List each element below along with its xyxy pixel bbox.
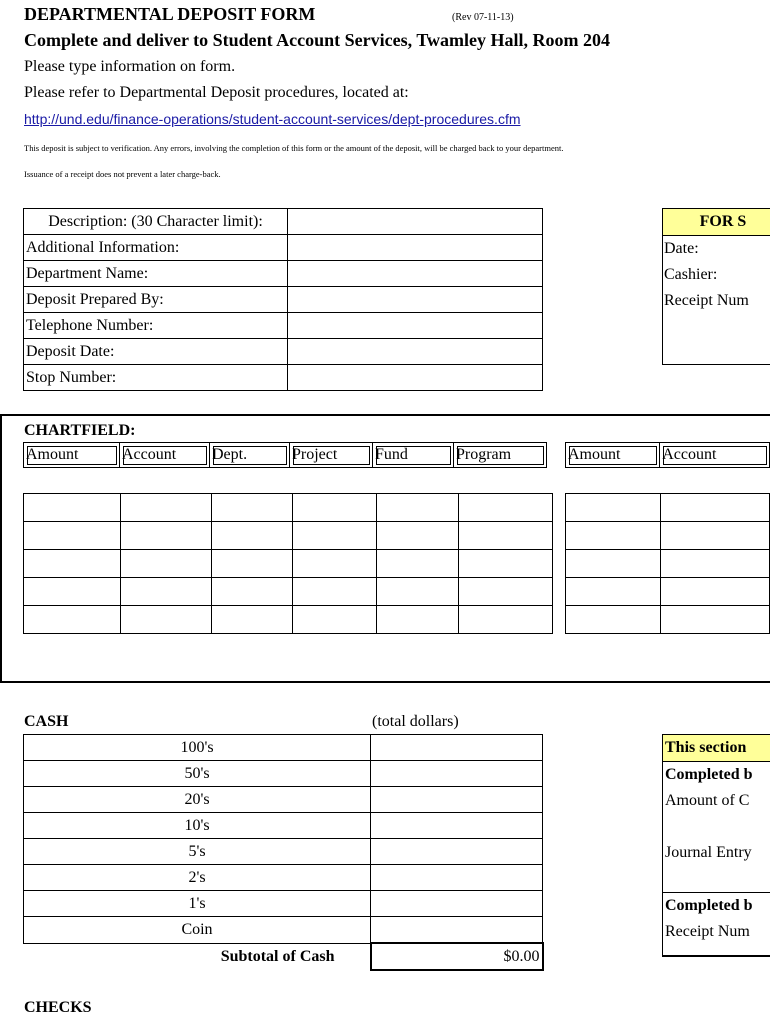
chartfield-top-rule: [0, 414, 770, 416]
journal-entry-label: Journal Entry: [665, 844, 752, 861]
table-row: [566, 606, 770, 634]
table-row: [24, 494, 553, 522]
subtotal-cash-value: $0.00: [371, 943, 543, 970]
info-row-stop-number: [24, 365, 543, 391]
cf-cell[interactable]: [293, 606, 377, 634]
amount-of-cash-label: Amount of C: [665, 792, 750, 809]
cash-label: CASH: [24, 713, 69, 730]
denomination-label: 2's: [24, 865, 371, 891]
checks-label: CHECKS: [24, 999, 92, 1016]
cf-cell[interactable]: [121, 606, 212, 634]
cf-cell[interactable]: [377, 522, 459, 550]
cash-subtotal-row: [24, 943, 543, 970]
cash-total-dollars-label: (total dollars): [372, 713, 459, 730]
cf-cell[interactable]: [459, 578, 553, 606]
table-row: [24, 606, 553, 634]
cf-cell[interactable]: [566, 578, 661, 606]
description-label: Description: (30 Character limit):: [24, 209, 288, 235]
cf-cell[interactable]: [661, 550, 770, 578]
denomination-label: 100's: [24, 735, 371, 761]
receipt-number-label: Receipt Num: [665, 923, 750, 940]
telephone-label: Telephone Number:: [24, 313, 288, 339]
cf-cell[interactable]: [24, 522, 121, 550]
cf-cell[interactable]: [24, 606, 121, 634]
office-use-panel: [662, 208, 770, 365]
cash-row: [24, 761, 543, 787]
revision-label: (Rev 07-11-13): [452, 12, 514, 23]
info-row-department: [24, 261, 543, 287]
cf-cell[interactable]: [212, 494, 293, 522]
office-verification-panel: [662, 734, 770, 957]
prepared-by-label: Deposit Prepared By:: [24, 287, 288, 313]
cf-cell[interactable]: [459, 606, 553, 634]
cash-row: [24, 865, 543, 891]
info-row-description: [24, 209, 543, 235]
stop-number-label: Stop Number:: [24, 365, 288, 391]
receipt-spacer: [663, 945, 770, 955]
cash-amount-input[interactable]: [371, 813, 543, 839]
stop-number-input[interactable]: [288, 365, 543, 391]
cf-cell[interactable]: [212, 522, 293, 550]
col-dept: Dept.: [210, 443, 290, 468]
cash-amount-input[interactable]: [371, 891, 543, 917]
description-input[interactable]: [288, 209, 543, 235]
cash-amount-input[interactable]: [371, 839, 543, 865]
info-row-telephone: [24, 313, 543, 339]
cf-cell[interactable]: [24, 494, 121, 522]
deposit-date-label: Deposit Date:: [24, 339, 288, 365]
cash-row: [24, 787, 543, 813]
chartfield-label: CHARTFIELD:: [24, 422, 136, 439]
cash-row: [24, 917, 543, 944]
chartfield-header-right: [565, 442, 770, 468]
procedures-link[interactable]: http://und.edu/finance-operations/student-account-services/dept-procedures.cfm: [24, 111, 521, 127]
journal-spacer: [663, 866, 770, 892]
table-row: [566, 494, 770, 522]
cf-cell[interactable]: [121, 550, 212, 578]
denomination-label: 1's: [24, 891, 371, 917]
chartfield-bottom-rule: [0, 681, 770, 683]
cf-cell[interactable]: [661, 522, 770, 550]
deposit-info-table: [23, 208, 543, 391]
cash-amount-input[interactable]: [371, 761, 543, 787]
table-row: [566, 522, 770, 550]
cash-row: [24, 891, 543, 917]
cf-cell[interactable]: [293, 494, 377, 522]
table-row: [566, 550, 770, 578]
cf-cell[interactable]: [293, 578, 377, 606]
denomination-label: 10's: [24, 813, 371, 839]
cf-cell[interactable]: [566, 522, 661, 550]
cf-cell[interactable]: [121, 522, 212, 550]
chartfield-grid-right: [565, 493, 770, 634]
telephone-input[interactable]: [288, 313, 543, 339]
cf-cell[interactable]: [566, 494, 661, 522]
denomination-label: Coin: [24, 917, 371, 944]
office-receipt-label: Receipt Num: [664, 292, 749, 309]
cf-cell[interactable]: [377, 550, 459, 578]
table-row: [24, 522, 553, 550]
cf-cell[interactable]: [459, 494, 553, 522]
cash-row: [24, 735, 543, 761]
chartfield-left-rule: [0, 414, 2, 683]
table-row: [24, 578, 553, 606]
denomination-label: 50's: [24, 761, 371, 787]
verification-note: This deposit is subject to verification. Any errors, involving the completion of this form or the amount of the deposit, will be charged back to your department.: [24, 143, 564, 153]
completed-by-label-1: Completed b: [665, 766, 753, 783]
instruction-refer: Please refer to Departmental Deposit procedures, located at:: [24, 84, 409, 101]
cash-table: [23, 734, 544, 971]
cf-cell[interactable]: [121, 578, 212, 606]
cf-cell[interactable]: [212, 578, 293, 606]
cf-cell[interactable]: [661, 578, 770, 606]
table-row: [566, 578, 770, 606]
amount-spacer: [663, 814, 770, 840]
cf-cell[interactable]: [459, 550, 553, 578]
office-date-label: Date:: [664, 240, 699, 257]
office-cashier-label: Cashier:: [664, 266, 718, 283]
cf-cell[interactable]: [212, 606, 293, 634]
cash-amount-input[interactable]: [371, 917, 543, 944]
cash-row: [24, 839, 543, 865]
col-account: Account: [120, 443, 210, 468]
additional-info-input[interactable]: [288, 235, 543, 261]
subtotal-cash-label: Subtotal of Cash: [220, 947, 335, 965]
cf-cell[interactable]: [459, 522, 553, 550]
additional-info-label: Additional Information:: [24, 235, 288, 261]
col-account-right: Account: [660, 443, 770, 468]
department-name-label: Department Name:: [24, 261, 288, 287]
verification-heading: This section: [663, 735, 770, 762]
cf-cell[interactable]: [566, 550, 661, 578]
col-amount-right: Amount: [566, 443, 660, 468]
department-name-input[interactable]: [288, 261, 543, 287]
completed-by-label-2: Completed b: [663, 892, 770, 919]
cf-cell[interactable]: [661, 606, 770, 634]
chargeback-note: Issuance of a receipt does not prevent a later charge-back.: [24, 169, 221, 179]
cf-cell[interactable]: [377, 494, 459, 522]
cf-cell[interactable]: [121, 494, 212, 522]
cf-cell[interactable]: [24, 578, 121, 606]
col-project: Project: [290, 443, 373, 468]
info-row-prepared-by: [24, 287, 543, 313]
col-program: Program: [454, 443, 547, 468]
denomination-label: 20's: [24, 787, 371, 813]
denomination-label: 5's: [24, 839, 371, 865]
cash-amount-input[interactable]: [371, 735, 543, 761]
cash-amount-input[interactable]: [371, 865, 543, 891]
info-row-deposit-date: [24, 339, 543, 365]
info-row-additional: [24, 235, 543, 261]
cf-cell[interactable]: [377, 606, 459, 634]
chartfield-grid-left: [23, 493, 553, 634]
cash-row: [24, 813, 543, 839]
cf-cell[interactable]: [377, 578, 459, 606]
cf-cell[interactable]: [661, 494, 770, 522]
col-amount: Amount: [24, 443, 120, 468]
cf-cell[interactable]: [293, 522, 377, 550]
table-row: [24, 550, 553, 578]
chartfield-header-left: [23, 442, 547, 468]
office-use-heading: FOR S: [663, 209, 770, 236]
col-fund: Fund: [373, 443, 454, 468]
deposit-date-input[interactable]: [288, 339, 543, 365]
form-title: DEPARTMENTAL DEPOSIT FORM: [24, 4, 316, 24]
instruction-type: Please type information on form.: [24, 58, 236, 75]
cf-cell[interactable]: [566, 606, 661, 634]
cash-amount-input[interactable]: [371, 787, 543, 813]
form-subtitle: Complete and deliver to Student Account Services, Twamley Hall, Room 204: [24, 30, 610, 50]
cf-cell[interactable]: [212, 550, 293, 578]
cf-cell[interactable]: [24, 550, 121, 578]
prepared-by-input[interactable]: [288, 287, 543, 313]
cf-cell[interactable]: [293, 550, 377, 578]
